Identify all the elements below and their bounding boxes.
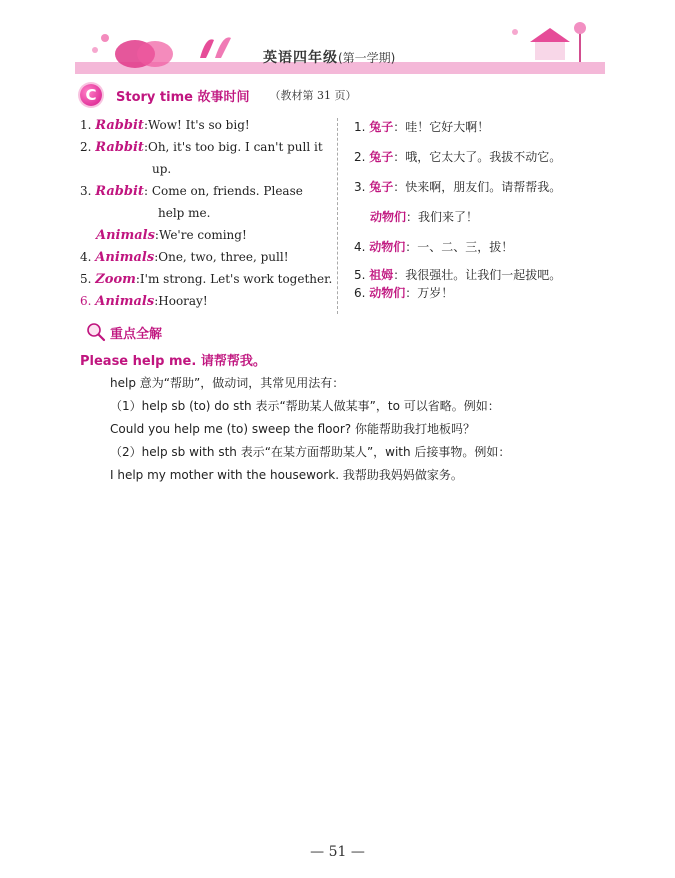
magnifier-icon [86,322,106,342]
story-cn-line: 3. 兔子：快来啊，朋友们。请帮帮我。 [354,180,562,194]
example-sentence: Could you help me (to) sweep the floor? 你能帮助我打地板吗？ [110,422,475,436]
key-phrase: Please help me. 请帮帮我。 [80,354,266,369]
story-cn-line: 5. 祖姆：我很强壮。让我们一起拔吧。 [354,268,562,282]
explanation-line: help 意为“帮助”，做动词，其常见用法有： [110,376,345,390]
story-en-line: 2. Rabbit:Oh, it's too big. I can't pull it [80,140,323,155]
story-cn-line: 4. 动物们：一、二、三，拔！ [354,240,514,254]
column-divider [337,118,338,314]
story-en-line: 4. Animals:One, two, three, pull! [80,250,289,265]
textbook-reference: （教材第 31 页） [269,89,357,102]
story-en-line: 3. Rabbit: Come on, friends. Please [80,184,303,199]
section-badge: C [80,84,102,106]
story-en-line: 1. Rabbit:Wow! It's so big! [80,118,250,133]
story-cn-line: 6. 动物们：万岁！ [354,286,454,300]
header-banner [75,18,605,76]
key-points-title: 重点全解 [110,326,163,342]
explanation-line: （1）help sb (to) do sth 表示“帮助某人做某事”，to 可以省略。例如： [110,399,500,413]
story-en-line: 6. Animals:Hooray! [80,294,208,309]
key-points-heading [86,322,162,342]
story-en-continuation: help me. [158,206,211,220]
story-cn-line: 2. 兔子：哦，它太大了。我拔不动它。 [354,150,562,164]
story-en-line: Animals:We're coming! [96,228,247,243]
section-title: Story time 故事时间 [116,89,250,105]
page-number: — 51 — [310,844,365,860]
example-sentence: I help my mother with the housework. 我帮助我妈妈做家务。 [110,468,463,482]
story-cn-line: 动物们：我们来了！ [370,210,479,224]
explanation-line: （2）help sb with sth 表示“在某方面帮助某人”，with 后接事物。例如： [110,445,511,459]
story-en-continuation: up. [152,162,172,176]
section-heading [80,84,356,106]
book-title: 英语四年级(第一学期) [263,50,396,66]
house-decoration-icon [535,40,565,60]
leaf-decoration-icon [200,39,214,58]
story-en-line: 5. Zoom:I'm strong. Let's work together. [80,272,333,287]
story-cn-line: 1. 兔子：哇！它好大啊！ [354,120,490,134]
